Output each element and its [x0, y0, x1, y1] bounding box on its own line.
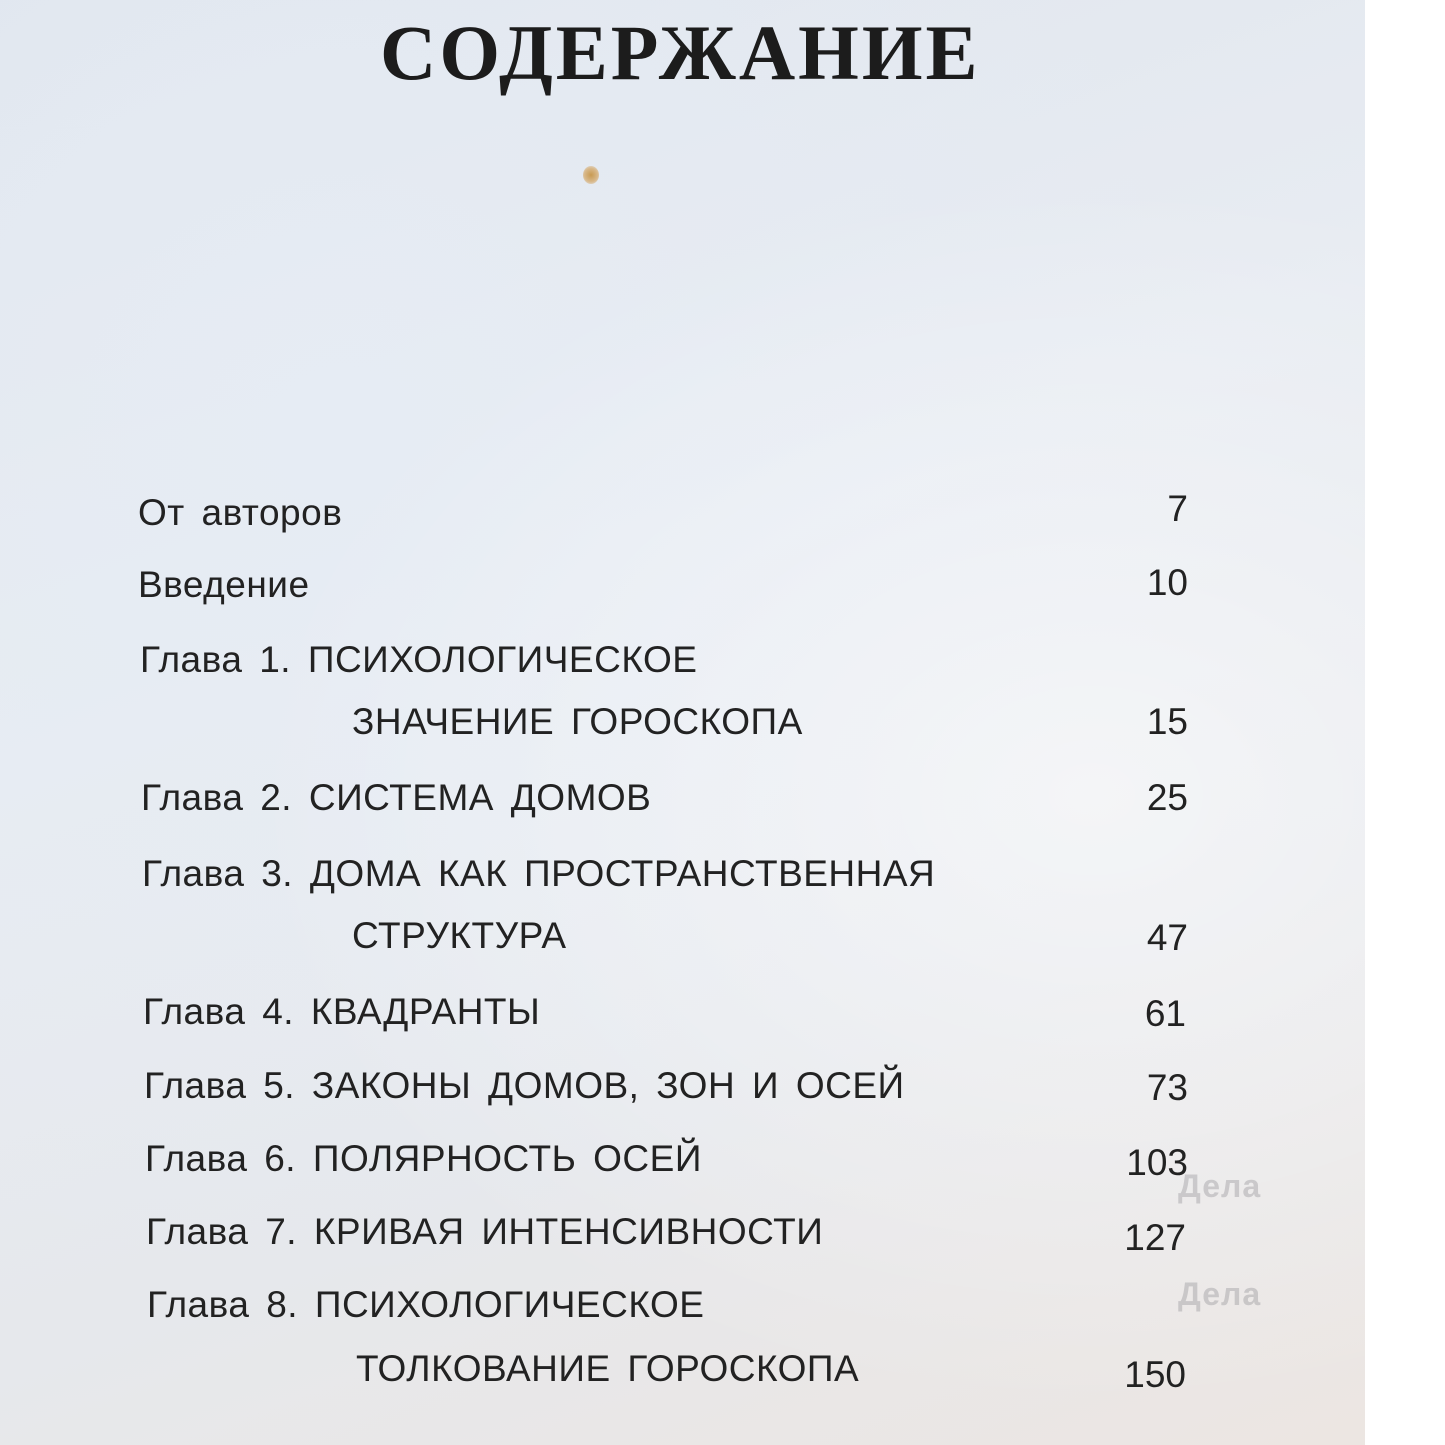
toc-entry-page: 25 — [1146, 777, 1188, 818]
toc-entry-title: Глава 2. СИСТЕМА ДОМОВ — [141, 777, 652, 818]
toc-entry-page: 47 — [1146, 917, 1188, 958]
toc-entry-title: Глава 6. ПОЛЯРНОСТЬ ОСЕЙ — [145, 1138, 702, 1179]
toc-entry-title-continued: ЗНАЧЕНИЕ ГОРОСКОПА — [352, 701, 803, 742]
toc-entry-page: 10 — [1146, 562, 1188, 603]
toc-entry-title: От авторов — [138, 492, 343, 533]
page-title: СОДЕРЖАНИЕ — [380, 9, 981, 96]
toc-entry-title: Глава 1. ПСИХОЛОГИЧЕСКОЕ — [140, 639, 698, 680]
toc-entry-title: Глава 7. КРИВАЯ ИНТЕНСИВНОСТИ — [146, 1211, 824, 1252]
toc-entry-page: 103 — [1126, 1142, 1188, 1183]
toc-entry-title: Глава 3. ДОМА КАК ПРОСТРАНСТВЕННАЯ — [142, 853, 936, 894]
toc-entry-title-continued: СТРУКТУРА — [352, 915, 567, 956]
toc-entry-title-continued: ТОЛКОВАНИЕ ГОРОСКОПА — [356, 1348, 860, 1389]
toc-entry-title: Глава 5. ЗАКОНЫ ДОМОВ, ЗОН И ОСЕЙ — [144, 1065, 905, 1106]
toc-entry-page: 150 — [1124, 1354, 1186, 1395]
toc-entry-page: 15 — [1146, 701, 1188, 742]
toc-entry-page: 7 — [1167, 488, 1188, 529]
toc-entry-title: Глава 4. КВАДРАНТЫ — [143, 991, 541, 1032]
toc-entry-title: Введение — [138, 564, 310, 605]
toc-entry-title: Глава 8. ПСИХОЛОГИЧЕСКОЕ — [147, 1284, 705, 1325]
bleed-through-text: Дела — [1178, 1276, 1262, 1312]
toc-entry-page: 61 — [1144, 993, 1186, 1034]
bleed-through-text: Дела — [1178, 1168, 1262, 1204]
toc-entry-page: 73 — [1146, 1067, 1188, 1108]
paper-stain — [583, 166, 599, 184]
toc-entry-page: 127 — [1124, 1217, 1186, 1258]
